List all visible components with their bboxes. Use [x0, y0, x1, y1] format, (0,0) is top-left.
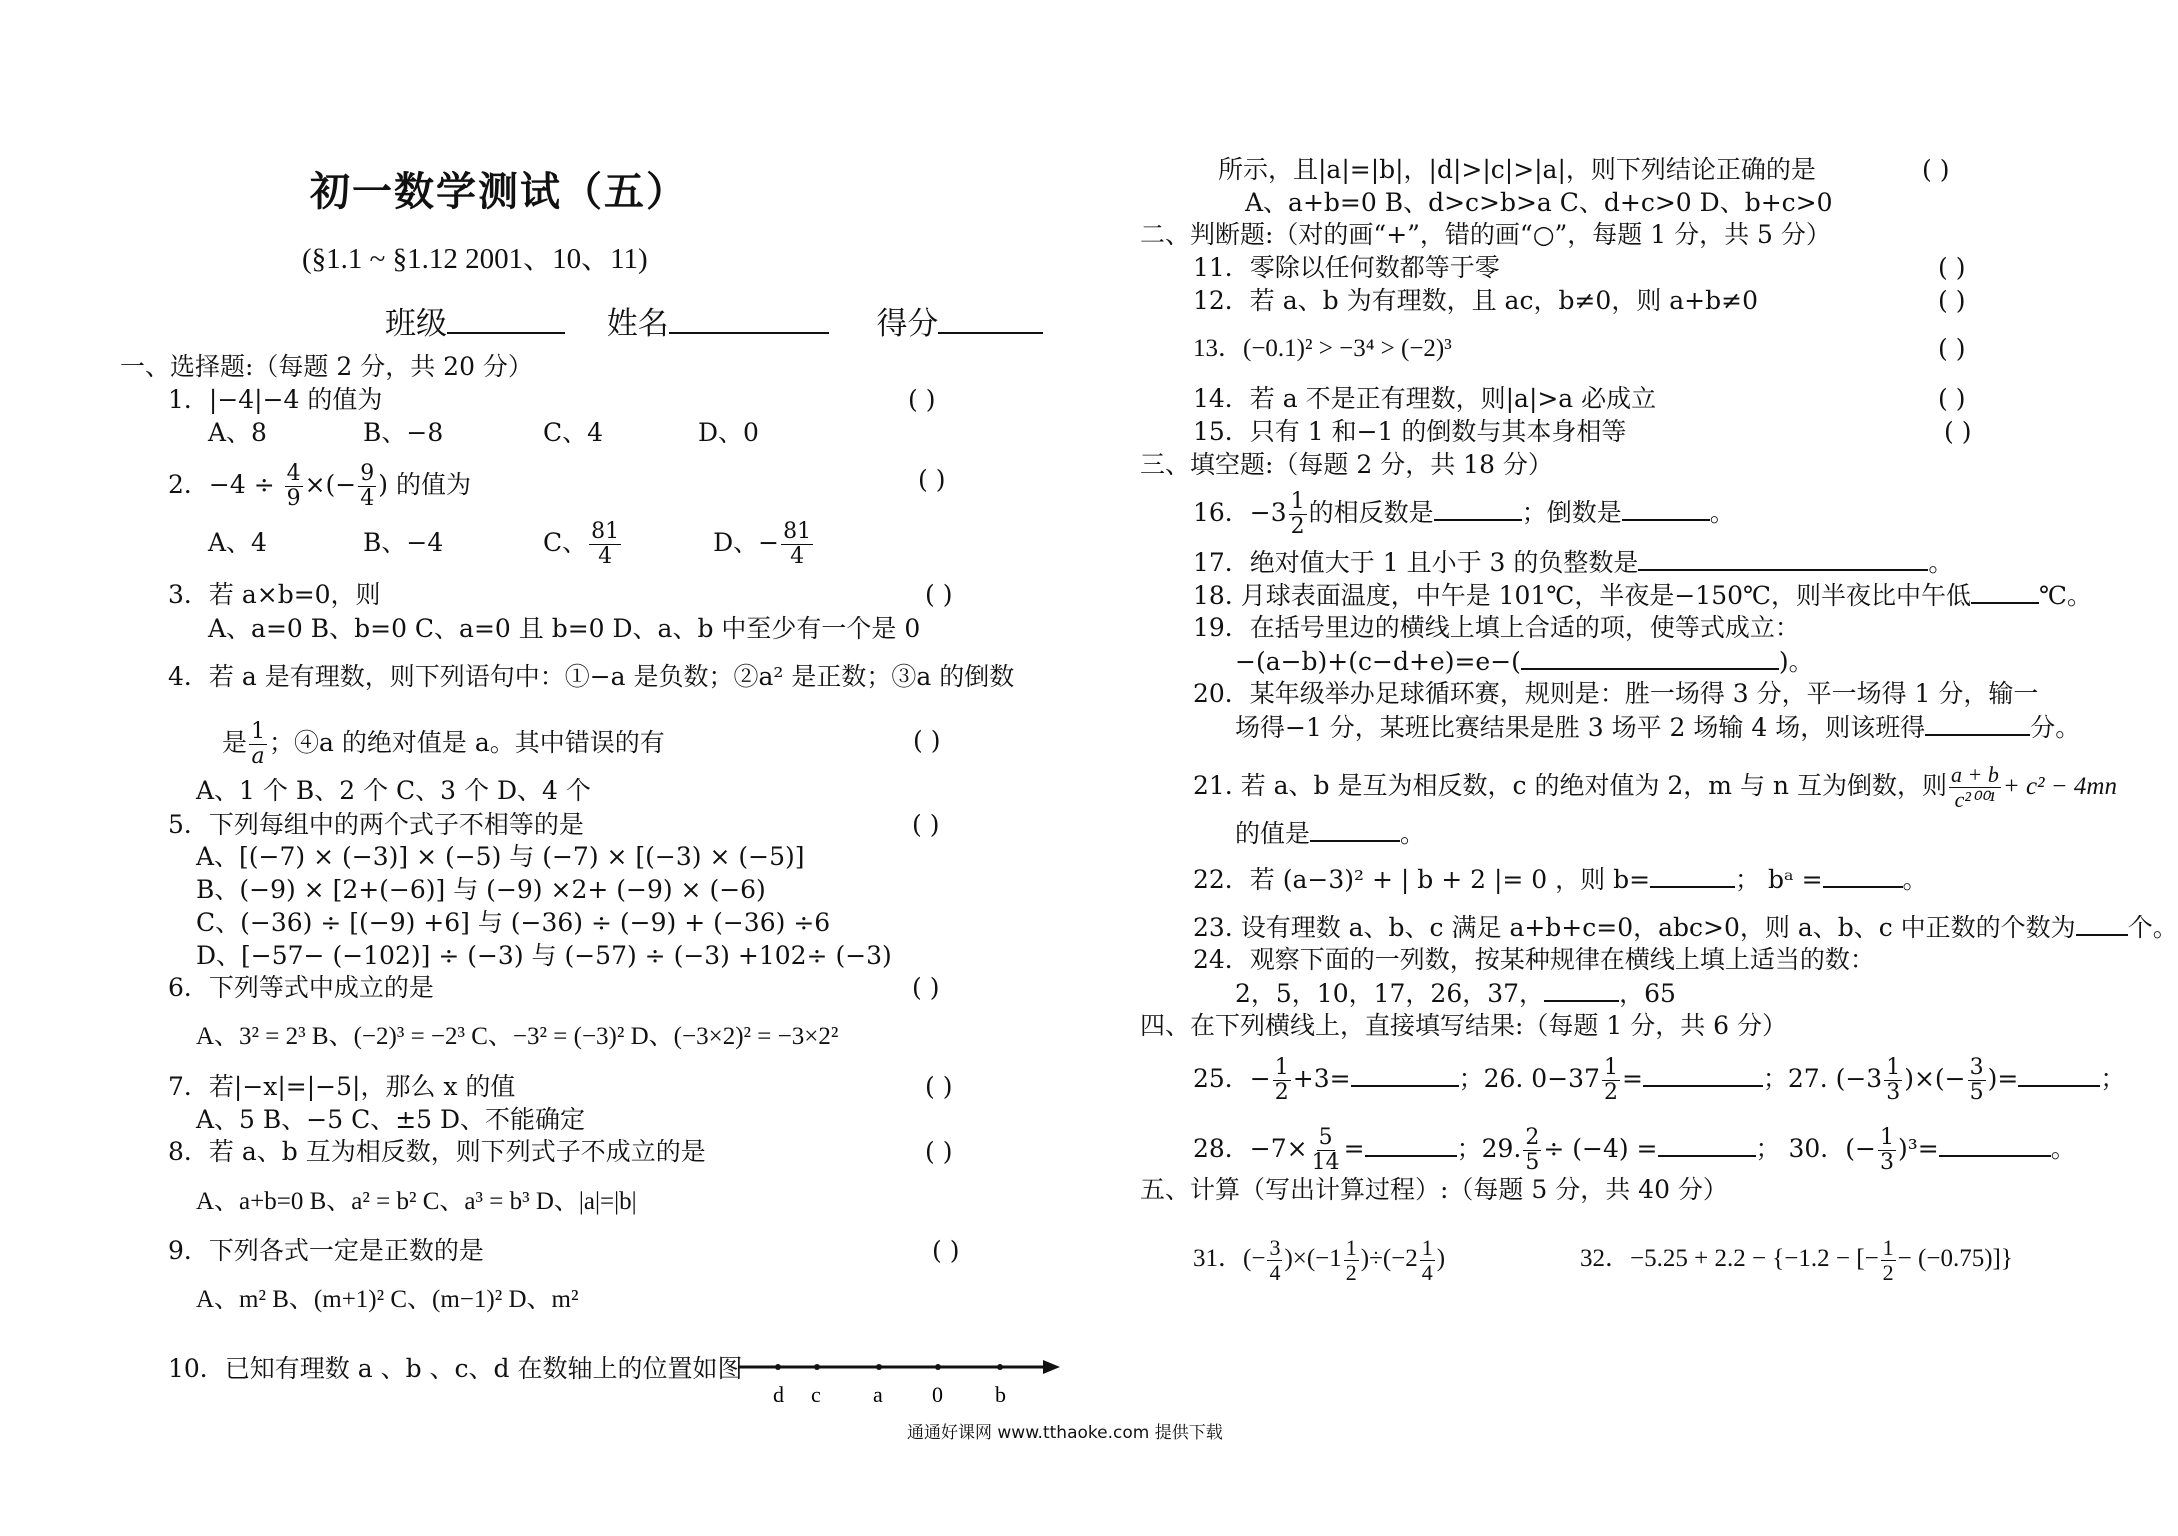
question-19-line-1: 19．在括号里边的横线上填上合适的项，使等式成立： [1193, 613, 1800, 642]
page-title: 初一数学测试（五） [310, 169, 688, 215]
answer-blank-16a[interactable] [1434, 497, 1522, 521]
question-5-option-a: A、[(−7) × (−3)] × (−5) 与 (−7) × [(−3) × (−5)] [196, 842, 805, 871]
fraction: $\frac{1}{2}$ [1603, 1055, 1618, 1105]
question-8: 8．若 a、b 互为相反数，则下列式子不成立的是 [168, 1137, 706, 1166]
fraction: $\frac{1}{2}$ [1274, 1055, 1289, 1105]
question-10-continued: 所示，且|a|=|b|，|d|>|c|>|a|，则下列结论正确的是 [1218, 155, 1816, 184]
score-label: 得分 [876, 306, 939, 342]
point-c [814, 1364, 820, 1370]
page-subtitle: (§1.1 ~ §1.12 2001、10、11) [302, 243, 648, 275]
answer-paren-4[interactable]: ( ) [913, 726, 941, 755]
section-2-heading: 二、判断题:（对的画“+”，错的画“○”，每题 1 分，共 5 分） [1140, 220, 1831, 249]
question-13: 13．(−0.1)² > −3⁴ > (−2)³ [1193, 335, 1452, 362]
fraction: $\frac{1}{2}$ [1345, 1235, 1357, 1285]
fraction: $\frac{1}{a}$ [251, 719, 266, 769]
fraction: $\frac{1}{2}$ [1882, 1235, 1894, 1285]
question-6: 6．下列等式中成立的是 [168, 973, 434, 1002]
question-3: 3．若 a×b=0，则 [168, 580, 381, 609]
answer-blank-24[interactable] [1544, 978, 1619, 1002]
fraction: $\frac{4}{9}$ [286, 461, 301, 511]
answer-blank-19[interactable] [1521, 646, 1779, 670]
question-15: 15．只有 1 和−1 的倒数与其本身相等 [1193, 417, 1627, 446]
question-20-line-2: 场得−1 分，某班比赛结果是胜 3 场平 2 场输 4 场，则该班得 分。 [1235, 713, 2081, 742]
question-23: 23. 设有理数 a、b、c 满足 a+b+c=0，abc>0，则 a、b、c 中正数的个数为 个。 [1193, 913, 2178, 942]
answer-blank-27[interactable] [2018, 1063, 2100, 1087]
answer-blank-18[interactable] [1971, 580, 2039, 604]
question-7-options: A、5 B、−5 C、±5 D、不能确定 [196, 1105, 586, 1134]
question-5-option-c: C、(−36) ÷ [(−9) +6] 与 (−36) ÷ (−9) + (−36) ÷6 [196, 908, 831, 937]
point-b [997, 1364, 1003, 1370]
answer-paren-2[interactable]: ( ) [918, 465, 946, 494]
fraction: $\frac{9}{4}$ [360, 461, 375, 511]
fraction: $\frac{a + b}{\text{c²⁰⁰¹}}$ [1950, 762, 1999, 812]
question-6-options: A、3² = 2³ B、(−2)³ = −2³ C、−3² = (−3)² D、(−3×2)² = −3×2² [196, 1023, 839, 1050]
question-7: 7．若|−x|=|−5|，那么 x 的值 [168, 1072, 516, 1101]
fraction: $\frac{81}{4}$ [783, 519, 812, 569]
answer-paren-9[interactable]: ( ) [932, 1236, 960, 1265]
question-4-options: A、1 个 B、2 个 C、3 个 D、4 个 [196, 776, 591, 805]
question-21: 21. 若 a、b 是互为相反数，c 的绝对值为 2，m 与 n 互为倒数，则 $\frac{a + b}{\text{c²⁰⁰¹}}$ + c² − 4mn [1193, 762, 2117, 812]
question-19-line-2: −(a−b)+(c−d+e)=e−( )。 [1235, 647, 1814, 676]
label-a: a [873, 1382, 883, 1407]
label-c: c [811, 1382, 821, 1407]
question-4-line-2: 是 $\frac{1}{a}$ ；④a 的绝对值是 a。其中错误的有 [222, 719, 665, 769]
answer-paren-15[interactable]: ( ) [1944, 417, 1972, 446]
answer-paren-11[interactable]: ( ) [1938, 253, 1966, 282]
answer-paren-12[interactable]: ( ) [1938, 286, 1966, 315]
q1-option-d: D、0 [698, 418, 759, 447]
section-5-heading: 五、计算（写出计算过程）:（每题 5 分，共 40 分） [1140, 1175, 1728, 1204]
question-9: 9．下列各式一定是正数的是 [168, 1236, 484, 1265]
question-1: 1．|−4|−4 的值为 [168, 385, 383, 414]
label-d: d [773, 1382, 784, 1407]
question-9-options: A、m² B、(m+1)² C、(m−1)² D、m² [196, 1286, 579, 1313]
label-0: 0 [932, 1382, 943, 1407]
question-5-option-b: B、(−9) × [2+(−6)] 与 (−9) ×2+ (−9) × (−6) [196, 875, 766, 904]
question-10-options: A、a+b=0 B、d>c>b>a C、d+c>0 D、b+c>0 [1245, 188, 1833, 217]
question-20-line-1: 20．某年级举办足球循环赛，规则是：胜一场得 3 分，平一场得 1 分，输一 [1193, 679, 2039, 708]
question-17: 17．绝对值大于 1 且小于 3 的负整数是 。 [1193, 548, 1954, 577]
score-field[interactable] [938, 310, 1043, 334]
answer-paren-14[interactable]: ( ) [1938, 384, 1966, 413]
answer-blank-20[interactable] [1925, 712, 2030, 736]
question-2: 2．−4 ÷ $\frac{4}{9}$ ×(− $\frac{9}{4}$ ) 的值为 [168, 461, 471, 511]
question-5-option-d: D、[−57− (−102)] ÷ (−3) 与 (−57) ÷ (−3) +102÷ (−3) [196, 941, 892, 970]
question-32: 32．−5.25 + 2.2 − {−1.2 − [− $\frac{1}{2}$ − (−0.75)]} [1580, 1235, 2013, 1285]
question-22: 22．若 (a−3)² + | b + 2 |= 0 ，则 b= ； bᵃ = 。 [1193, 865, 1928, 894]
name-label: 姓名 [606, 306, 669, 342]
arrow-right-icon [1043, 1360, 1060, 1374]
question-4-line-1: 4．若 a 是有理数，则下列语句中：①−a 是负数；②a² 是正数；③a 的倒数 [168, 662, 1015, 691]
question-16: 16．−3 $\frac{1}{2}$ 的相反数是 ；倒数是 。 [1193, 489, 1735, 539]
question-5: 5．下列每组中的两个式子不相等的是 [168, 810, 584, 839]
answer-blank-21[interactable] [1310, 818, 1400, 842]
question-2-options: A、4 B、−4 C、 $\frac{81}{4}$ D、− $\frac{81}{4}$ [208, 519, 812, 569]
answer-paren-1[interactable]: ( ) [908, 385, 936, 414]
answer-blank-29[interactable] [1658, 1133, 1756, 1157]
section-4-heading: 四、在下列横线上，直接填写结果:（每题 1 分，共 6 分） [1140, 1011, 1788, 1040]
question-12: 12．若 a、b 为有理数，且 ac，b≠0，则 a+b≠0 [1193, 286, 1758, 315]
student-info [385, 298, 1043, 343]
question-10: 10．已知有理数 a 、b 、c、d 在数轴上的位置如图 [168, 1354, 743, 1383]
question-21-line-2: 的值是 。 [1235, 819, 1426, 848]
answer-paren-5[interactable]: ( ) [912, 810, 940, 839]
point-0 [935, 1364, 941, 1370]
answer-paren-13[interactable]: ( ) [1938, 334, 1966, 363]
question-18: 18. 月球表面温度，中午是 101℃，半夜是−150℃，则半夜比中午低 ℃。 [1193, 581, 2092, 610]
fraction: $\frac{81}{4}$ [591, 519, 620, 569]
question-24-line-1: 24．观察下面的一列数，按某种规律在横线上填上适当的数： [1193, 945, 1875, 974]
fraction: $\frac{1}{2}$ [1290, 489, 1305, 539]
question-24-line-2: 2，5，10，17，26，37， ，65 [1235, 979, 1676, 1008]
name-field[interactable] [669, 310, 829, 334]
fraction: $\frac{3}{4}$ [1269, 1235, 1281, 1285]
answer-paren-10[interactable]: ( ) [1922, 155, 1950, 184]
answer-blank-22b[interactable] [1823, 864, 1903, 888]
point-d [775, 1364, 781, 1370]
answer-blank-26[interactable] [1643, 1063, 1763, 1087]
answer-paren-8[interactable]: ( ) [925, 1137, 953, 1166]
footer-credit: 通通好课网 www.tthaoke.com 提供下载 [907, 1423, 1223, 1443]
fraction: $\frac{3}{5}$ [1969, 1055, 1984, 1105]
answer-blank-22a[interactable] [1650, 864, 1735, 888]
fraction: $\frac{1}{3}$ [1886, 1055, 1901, 1105]
fraction: $\frac{1}{3}$ [1879, 1125, 1894, 1175]
class-field[interactable] [447, 310, 565, 334]
question-8-options: A、a+b=0 B、a² = b² C、a³ = b³ D、|a|=|b| [196, 1188, 637, 1215]
fraction: $\frac{5}{14}$ [1311, 1125, 1340, 1175]
question-31: 31．(− $\frac{3}{4}$ )×(−1 $\frac{1}{2}$ )÷(−2 $\frac{1}{4}$ ) [1193, 1235, 1446, 1285]
questions-28-30: 28．−7× $\frac{5}{14}$ = ；29. $\frac{2}{5}$ ÷ (−4) = ； 30．(− $\frac{1}{3}$ )³= 。 [1193, 1125, 2076, 1175]
answer-blank-23[interactable] [2076, 912, 2128, 936]
answer-blank-17[interactable] [1638, 547, 1928, 571]
answer-blank-30[interactable] [1939, 1133, 2051, 1157]
question-11: 11．零除以任何数都等于零 [1193, 253, 1500, 282]
q1-option-c: C、4 [543, 418, 604, 447]
question-3-options: A、a=0 B、b=0 C、a=0 且 b=0 D、a、b 中至少有一个是 0 [208, 614, 921, 643]
section-1-heading: 一、选择题:（每题 2 分，共 20 分） [120, 352, 533, 381]
q1-option-a: A、8 [208, 418, 267, 447]
fraction: $\frac{1}{4}$ [1421, 1235, 1433, 1285]
questions-25-27: 25．− $\frac{1}{2}$ +3= ；26. 0−37 $\frac{1}{2}$ = ；27. (−3 $\frac{1}{3}$ )×(− $\frac{3}{5}$ )= ； [1193, 1055, 2126, 1105]
answer-paren-3[interactable]: ( ) [925, 580, 953, 609]
answer-blank-25[interactable] [1351, 1063, 1459, 1087]
section-3-heading: 三、填空题:（每题 2 分，共 18 分） [1140, 450, 1553, 479]
q1-option-b: B、−8 [363, 418, 444, 447]
answer-blank-28[interactable] [1365, 1133, 1457, 1157]
point-a [876, 1364, 882, 1370]
answer-blank-16b[interactable] [1622, 497, 1710, 521]
answer-paren-7[interactable]: ( ) [925, 1072, 953, 1101]
question-14: 14．若 a 不是正有理数，则|a|>a 必成立 [1193, 384, 1657, 413]
class-label: 班级 [385, 306, 447, 342]
label-b: b [995, 1382, 1006, 1407]
number-line [738, 1340, 1078, 1410]
answer-paren-6[interactable]: ( ) [912, 973, 940, 1002]
fraction: $\frac{2}{5}$ [1525, 1125, 1540, 1175]
question-1-options [208, 418, 759, 448]
